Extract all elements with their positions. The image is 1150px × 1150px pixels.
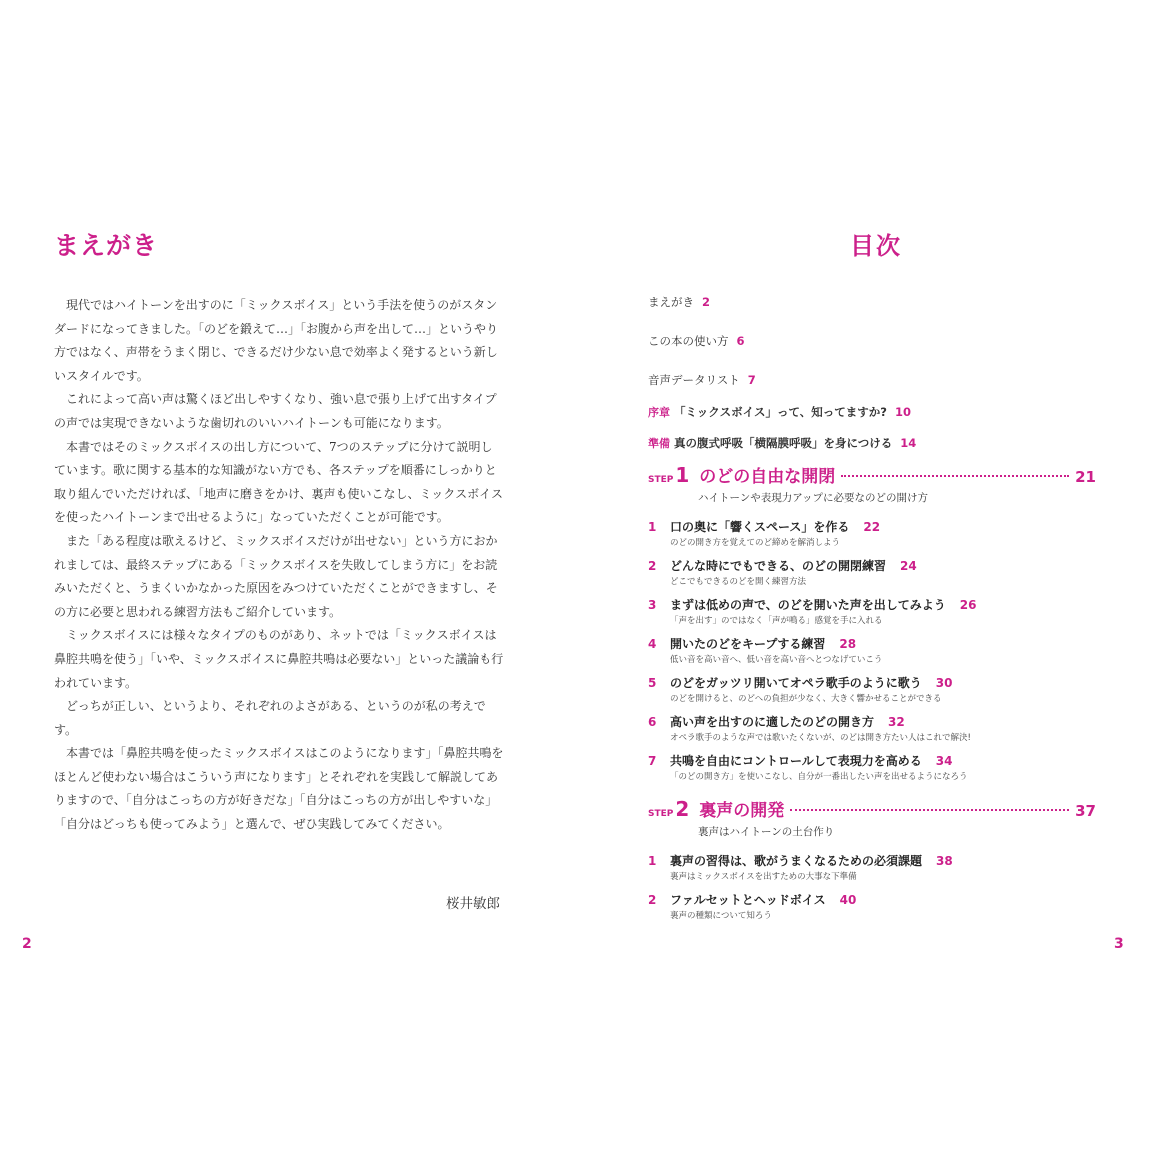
item-number: 1 xyxy=(648,520,657,534)
step-subtitle: ハイトーンや表現力アップに必要なのどの開け方 xyxy=(698,492,929,504)
toc-entry-foreword[interactable] xyxy=(648,294,710,310)
step-label: STEP xyxy=(648,809,674,819)
item-number: 4 xyxy=(648,637,657,651)
item-title: 裏声の習得は、歌がうまくなるための必須課題 xyxy=(670,854,923,868)
item-title: 開いたのどをキープする練習 xyxy=(670,637,826,651)
dot-leader xyxy=(790,809,1069,811)
item-page: 40 xyxy=(839,893,857,907)
item-number: 2 xyxy=(648,559,657,573)
item-page: 28 xyxy=(839,637,857,651)
step-title: 裏声の開発 xyxy=(699,801,785,821)
item-description: のどの開き方を覚えてのど締めを解消しよう xyxy=(670,538,841,548)
step-label: STEP xyxy=(648,475,674,485)
toc-entry-preparation[interactable] xyxy=(648,435,916,451)
toc-entry-prefix: 序章 xyxy=(648,406,670,419)
paragraph: 本書では「鼻腔共鳴を使ったミックスボイスはこのようになります」「鼻腔共鳴をほとんど使わない場合はこういう声になります」とそれぞれを実践して解説してありますので、「自分はこっちの方が好きだな」「自分はこっちの方が出しやすいな」「自分はどっちも使ってみよう」と選んで、ぜひ実践してみてください。 xyxy=(54,746,504,832)
item-description: 裏声はミックスボイスを出すための大事な下準備 xyxy=(670,872,857,882)
toc-entry-page: 2 xyxy=(702,295,711,309)
foreword-body xyxy=(54,294,504,837)
toc-item[interactable] xyxy=(648,596,1108,626)
step-number: 2 xyxy=(675,797,690,821)
item-title: 高い声を出すのに適したのどの開き方 xyxy=(670,715,875,729)
item-description: 低い音を高い音へ、低い音を高い音へとつなげていこう xyxy=(670,655,883,665)
item-page: 34 xyxy=(935,754,953,768)
toc-item[interactable] xyxy=(648,752,1108,782)
item-number: 1 xyxy=(648,854,657,868)
item-title: ファルセットとヘッドボイス xyxy=(670,893,826,907)
item-description: 「声を出す」のではなく「声が鳴る」感覚を手に入れる xyxy=(670,616,883,626)
toc-item[interactable] xyxy=(648,713,1108,743)
toc-entry-label: 「ミックスボイス」って、知ってますか? xyxy=(674,405,887,419)
item-description: 「のどの開き方」を使いこなし、自分が一番出したい声を出せるようになろう xyxy=(670,772,968,782)
page-number-left: 2 xyxy=(22,936,32,952)
step-subtitle: 裏声はハイトーンの土台作り xyxy=(698,826,835,838)
toc-item[interactable] xyxy=(648,674,1108,704)
toc-entry-page: 6 xyxy=(736,334,745,348)
item-page: 22 xyxy=(863,520,881,534)
item-description: オペラ歌手のような声では歌いたくないが、のどは開き方たい人はこれで解決! xyxy=(670,733,971,743)
item-title: どんな時にでもできる、のどの開閉練習 xyxy=(670,559,887,573)
toc-entry-page: 7 xyxy=(747,373,756,387)
paragraph: 現代ではハイトーンを出すのに「ミックスボイス」という手法を使うのがスタンダードになってきました。「のどを鍛えて…」「お腹から声を出して…」というやり方ではなく、声帯をうまく閉じ、できるだけ少ない息で効率よく発するという新しいスタイルです。 xyxy=(54,298,499,383)
author-name: 桜井敏郎 xyxy=(446,896,500,912)
item-page: 24 xyxy=(900,559,917,573)
item-page: 38 xyxy=(936,854,953,868)
step-number: 1 xyxy=(675,463,690,487)
item-number: 3 xyxy=(648,598,657,612)
item-number: 2 xyxy=(648,893,657,907)
item-title: まずは低めの声で、のどを開いた声を出してみよう xyxy=(670,598,946,612)
item-description: 裏声の種類について知ろう xyxy=(670,911,772,921)
toc-entry-label: 音声データリスト xyxy=(648,373,740,387)
toc-item[interactable] xyxy=(648,891,1108,921)
item-title: 共鳴を自由にコントロールして表現力を高める xyxy=(670,754,922,768)
item-page: 26 xyxy=(959,598,977,612)
foreword-title: まえがき xyxy=(54,231,159,260)
toc-entry-audio-list[interactable] xyxy=(648,372,756,388)
toc-item[interactable] xyxy=(648,518,1108,548)
step-title: のどの自由な開閉 xyxy=(699,467,836,487)
toc-title: 目次 xyxy=(850,232,902,260)
item-page: 32 xyxy=(888,715,905,729)
toc-entry-page: 10 xyxy=(894,405,911,419)
item-number: 7 xyxy=(648,754,657,768)
toc-item[interactable] xyxy=(648,852,1108,882)
step-page: 37 xyxy=(1075,802,1096,820)
toc-entry-label: この本の使い方 xyxy=(648,334,729,348)
item-description: どこでもできるのどを開く練習方法 xyxy=(670,577,807,587)
item-page: 30 xyxy=(935,676,953,690)
toc-entry-how-to-use[interactable] xyxy=(648,333,745,349)
paragraph: どっちが正しい、というより、それぞれのよさがある、というのが私の考えです。 xyxy=(54,699,486,737)
toc-entry-label: 真の腹式呼吸「横隔膜呼吸」を身につける xyxy=(674,436,893,450)
toc-entry-prefix: 準備 xyxy=(648,437,670,450)
item-title: のどをガッツリ開いてオペラ歌手のように歌う xyxy=(670,676,922,690)
toc-entry-label: まえがき xyxy=(648,295,694,309)
item-title: 口の奥に「響くスペース」を作る xyxy=(670,520,850,534)
item-description: のどを開けると、のどへの負担が少なく、大きく響かせることができる xyxy=(670,694,942,704)
toc-entry-page: 14 xyxy=(900,436,917,450)
paragraph: また「ある程度は歌えるけど、ミックスボイスだけが出せない」という方におかれましては、最終ステップにある「ミックスボイスを失敗してしまう方に」をお読みいただくと、うまくいかなかった原因をみつけていただくことができますし、その方に必要と思われる練習方法もご紹介しています。 xyxy=(54,533,498,619)
paragraph: 本書ではそのミックスボイスの出し方について、7つのステップに分けて説明しています。歌に関する基本的な知識がない方でも、各ステップを順番にしっかりと取り組んでいただければ、「地声に磨きをかけ、裏声も使いこなし、ミックスボイスを使ったハイトーンまで出せるように」なっていただくことが可能です。 xyxy=(54,439,504,525)
paragraph: ミックスボイスには様々なタイプのものがあり、ネットでは「ミックスボイスは鼻腔共鳴を使う」「いや、ミックスボイスに鼻腔共鳴は必要ない」といった議論も行われています。 xyxy=(54,628,504,690)
toc-entry-prologue[interactable] xyxy=(648,404,911,420)
toc-step-2-heading[interactable] xyxy=(648,796,1096,821)
toc-step-1-heading[interactable] xyxy=(648,462,1096,487)
page-number-right: 3 xyxy=(1114,936,1124,952)
toc-item[interactable] xyxy=(648,557,1108,587)
step-page: 21 xyxy=(1075,468,1096,486)
dot-leader xyxy=(841,475,1069,477)
toc-item[interactable] xyxy=(648,635,1108,665)
item-number: 6 xyxy=(648,715,657,729)
paragraph: これによって高い声は驚くほど出しやすくなり、強い息で張り上げて出すタイプの声では実現できないような歯切れのいいハイトーンも可能になります。 xyxy=(54,392,497,430)
item-number: 5 xyxy=(648,676,657,690)
